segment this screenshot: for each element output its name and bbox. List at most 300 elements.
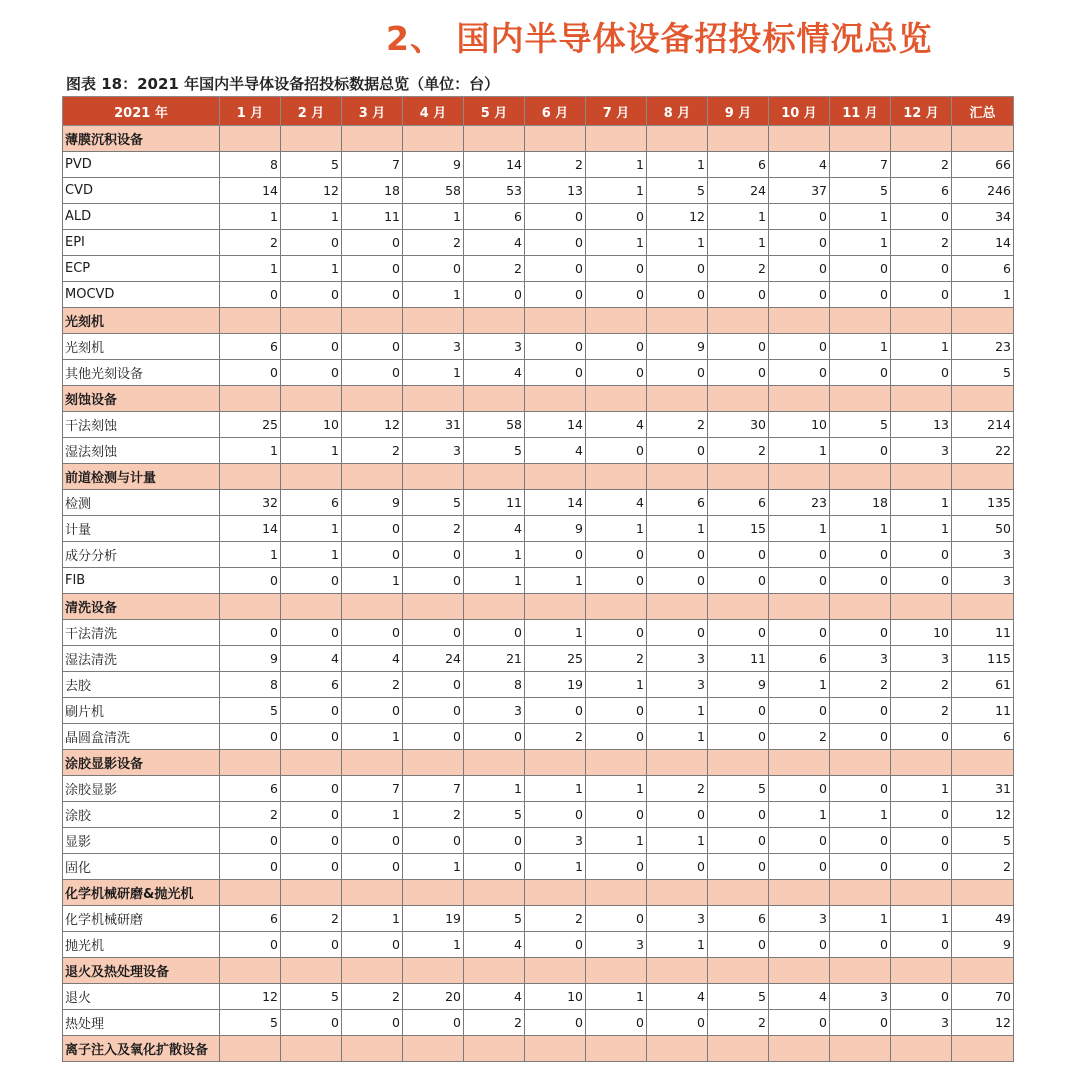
value-cell: 0: [647, 854, 708, 880]
empty-cell: [586, 126, 647, 152]
value-cell: 0: [708, 542, 769, 568]
value-cell: 2: [708, 1010, 769, 1036]
total-cell: 31: [952, 776, 1014, 802]
empty-cell: [830, 958, 891, 984]
value-cell: 0: [220, 724, 281, 750]
value-cell: 0: [525, 802, 586, 828]
total-cell: 2: [952, 854, 1014, 880]
value-cell: 58: [403, 178, 464, 204]
value-cell: 1: [586, 230, 647, 256]
column-header: 2021 年: [63, 97, 220, 126]
category-label: 刻蚀设备: [63, 386, 220, 412]
value-cell: 5: [281, 984, 342, 1010]
value-cell: 2: [891, 698, 952, 724]
value-cell: 8: [220, 672, 281, 698]
value-cell: 1: [647, 932, 708, 958]
value-cell: 0: [647, 438, 708, 464]
value-cell: 5: [464, 802, 525, 828]
value-cell: 21: [464, 646, 525, 672]
row-label: 化学机械研磨: [63, 906, 220, 932]
value-cell: 1: [525, 776, 586, 802]
value-cell: 0: [769, 360, 830, 386]
value-cell: 1: [891, 906, 952, 932]
category-label: 前道检测与计量: [63, 464, 220, 490]
value-cell: 0: [281, 854, 342, 880]
value-cell: 0: [281, 724, 342, 750]
value-cell: 0: [769, 828, 830, 854]
empty-cell: [464, 958, 525, 984]
value-cell: 0: [464, 828, 525, 854]
empty-cell: [525, 880, 586, 906]
value-cell: 2: [891, 672, 952, 698]
value-cell: 53: [464, 178, 525, 204]
table-row: [63, 256, 1014, 282]
value-cell: 2: [647, 776, 708, 802]
total-cell: 61: [952, 672, 1014, 698]
value-cell: 13: [525, 178, 586, 204]
value-cell: 0: [403, 1010, 464, 1036]
value-cell: 0: [281, 1010, 342, 1036]
value-cell: 0: [891, 802, 952, 828]
empty-cell: [769, 386, 830, 412]
value-cell: 12: [342, 412, 403, 438]
value-cell: 0: [708, 828, 769, 854]
column-header: 10 月: [769, 97, 830, 126]
total-cell: 70: [952, 984, 1014, 1010]
total-cell: 246: [952, 178, 1014, 204]
empty-cell: [464, 594, 525, 620]
value-cell: 0: [586, 334, 647, 360]
value-cell: 0: [769, 698, 830, 724]
value-cell: 0: [342, 516, 403, 542]
value-cell: 0: [830, 256, 891, 282]
value-cell: 12: [220, 984, 281, 1010]
value-cell: 0: [342, 230, 403, 256]
empty-cell: [891, 308, 952, 334]
empty-cell: [525, 386, 586, 412]
column-header: 3 月: [342, 97, 403, 126]
value-cell: 0: [891, 542, 952, 568]
table-row: [63, 906, 1014, 932]
total-cell: 115: [952, 646, 1014, 672]
value-cell: 0: [830, 932, 891, 958]
value-cell: 0: [891, 724, 952, 750]
empty-cell: [342, 958, 403, 984]
value-cell: 9: [403, 152, 464, 178]
category-row: [63, 464, 1014, 490]
value-cell: 4: [464, 932, 525, 958]
row-label: 抛光机: [63, 932, 220, 958]
table-row: [63, 1010, 1014, 1036]
column-header: 7 月: [586, 97, 647, 126]
table-row: [63, 620, 1014, 646]
empty-cell: [403, 958, 464, 984]
value-cell: 0: [769, 776, 830, 802]
value-cell: 19: [403, 906, 464, 932]
category-row: [63, 958, 1014, 984]
value-cell: 0: [342, 828, 403, 854]
value-cell: 14: [220, 178, 281, 204]
value-cell: 12: [647, 204, 708, 230]
row-label: 干法清洗: [63, 620, 220, 646]
value-cell: 6: [220, 906, 281, 932]
value-cell: 1: [403, 360, 464, 386]
empty-cell: [220, 386, 281, 412]
value-cell: 9: [708, 672, 769, 698]
value-cell: 5: [281, 152, 342, 178]
value-cell: 1: [708, 230, 769, 256]
value-cell: 5: [220, 1010, 281, 1036]
value-cell: 1: [891, 776, 952, 802]
value-cell: 0: [769, 568, 830, 594]
value-cell: 2: [830, 672, 891, 698]
value-cell: 0: [586, 360, 647, 386]
value-cell: 19: [525, 672, 586, 698]
value-cell: 0: [403, 672, 464, 698]
value-cell: 0: [708, 334, 769, 360]
value-cell: 1: [220, 204, 281, 230]
empty-cell: [403, 750, 464, 776]
value-cell: 2: [403, 516, 464, 542]
value-cell: 18: [342, 178, 403, 204]
value-cell: 0: [403, 698, 464, 724]
category-row: [63, 126, 1014, 152]
row-label: 湿法刻蚀: [63, 438, 220, 464]
value-cell: 10: [891, 620, 952, 646]
value-cell: 1: [525, 854, 586, 880]
total-cell: 214: [952, 412, 1014, 438]
value-cell: 5: [708, 984, 769, 1010]
table-caption: 图表 18：2021 年国内半导体设备招投标数据总览（单位：台）: [66, 75, 500, 93]
value-cell: 0: [647, 568, 708, 594]
value-cell: 6: [708, 906, 769, 932]
value-cell: 0: [403, 828, 464, 854]
value-cell: 1: [891, 334, 952, 360]
empty-cell: [464, 308, 525, 334]
empty-cell: [647, 750, 708, 776]
value-cell: 18: [830, 490, 891, 516]
value-cell: 6: [464, 204, 525, 230]
empty-cell: [769, 464, 830, 490]
value-cell: 23: [769, 490, 830, 516]
row-label: 涂胶: [63, 802, 220, 828]
value-cell: 1: [403, 282, 464, 308]
value-cell: 0: [647, 256, 708, 282]
category-row: [63, 308, 1014, 334]
value-cell: 0: [891, 360, 952, 386]
value-cell: 0: [281, 360, 342, 386]
total-cell: 12: [952, 1010, 1014, 1036]
value-cell: 4: [464, 360, 525, 386]
value-cell: 0: [647, 802, 708, 828]
value-cell: 0: [586, 854, 647, 880]
value-cell: 6: [220, 776, 281, 802]
total-cell: 34: [952, 204, 1014, 230]
total-cell: 23: [952, 334, 1014, 360]
empty-cell: [342, 1036, 403, 1062]
empty-cell: [586, 386, 647, 412]
value-cell: 0: [830, 724, 891, 750]
empty-cell: [830, 464, 891, 490]
value-cell: 2: [342, 672, 403, 698]
total-cell: 6: [952, 724, 1014, 750]
row-label: 去胶: [63, 672, 220, 698]
total-cell: 5: [952, 360, 1014, 386]
empty-cell: [220, 1036, 281, 1062]
table-row: [63, 672, 1014, 698]
value-cell: 4: [525, 438, 586, 464]
value-cell: 0: [830, 282, 891, 308]
empty-cell: [830, 126, 891, 152]
empty-cell: [342, 750, 403, 776]
value-cell: 0: [220, 828, 281, 854]
empty-cell: [281, 880, 342, 906]
empty-cell: [281, 464, 342, 490]
empty-cell: [342, 880, 403, 906]
empty-cell: [769, 750, 830, 776]
value-cell: 0: [769, 620, 830, 646]
empty-cell: [891, 1036, 952, 1062]
empty-cell: [769, 958, 830, 984]
value-cell: 1: [830, 906, 891, 932]
value-cell: 6: [708, 152, 769, 178]
value-cell: 1: [647, 698, 708, 724]
total-cell: 11: [952, 698, 1014, 724]
value-cell: 5: [403, 490, 464, 516]
empty-cell: [586, 958, 647, 984]
row-label: 计量: [63, 516, 220, 542]
value-cell: 1: [586, 178, 647, 204]
category-label: 清洗设备: [63, 594, 220, 620]
value-cell: 0: [586, 906, 647, 932]
value-cell: 2: [464, 1010, 525, 1036]
row-label: 检测: [63, 490, 220, 516]
value-cell: 0: [525, 542, 586, 568]
value-cell: 0: [830, 542, 891, 568]
empty-cell: [525, 464, 586, 490]
value-cell: 0: [891, 204, 952, 230]
value-cell: 0: [830, 620, 891, 646]
category-label: 涂胶显影设备: [63, 750, 220, 776]
value-cell: 1: [830, 334, 891, 360]
value-cell: 0: [525, 1010, 586, 1036]
empty-cell: [708, 958, 769, 984]
row-label: 晶圆盒清洗: [63, 724, 220, 750]
empty-cell: [708, 1036, 769, 1062]
empty-cell: [769, 308, 830, 334]
value-cell: 0: [403, 256, 464, 282]
table-row: [63, 230, 1014, 256]
value-cell: 0: [891, 932, 952, 958]
table-row: [63, 984, 1014, 1010]
value-cell: 31: [403, 412, 464, 438]
empty-cell: [281, 126, 342, 152]
row-label: MOCVD: [63, 282, 220, 308]
value-cell: 7: [830, 152, 891, 178]
empty-cell: [220, 958, 281, 984]
empty-cell: [281, 958, 342, 984]
total-cell: 11: [952, 620, 1014, 646]
value-cell: 25: [220, 412, 281, 438]
value-cell: 0: [708, 698, 769, 724]
category-label: 薄膜沉积设备: [63, 126, 220, 152]
total-cell: 3: [952, 542, 1014, 568]
value-cell: 0: [830, 776, 891, 802]
column-header: 1 月: [220, 97, 281, 126]
value-cell: 1: [586, 828, 647, 854]
value-cell: 4: [586, 412, 647, 438]
empty-cell: [586, 750, 647, 776]
value-cell: 2: [891, 152, 952, 178]
value-cell: 0: [342, 932, 403, 958]
value-cell: 5: [220, 698, 281, 724]
value-cell: 2: [403, 802, 464, 828]
row-label: ECP: [63, 256, 220, 282]
value-cell: 1: [769, 672, 830, 698]
value-cell: 1: [769, 516, 830, 542]
value-cell: 0: [769, 932, 830, 958]
value-cell: 32: [220, 490, 281, 516]
value-cell: 1: [647, 152, 708, 178]
value-cell: 1: [464, 542, 525, 568]
value-cell: 0: [891, 854, 952, 880]
empty-cell: [403, 308, 464, 334]
empty-cell: [830, 880, 891, 906]
value-cell: 2: [525, 906, 586, 932]
table-row: [63, 152, 1014, 178]
value-cell: 10: [769, 412, 830, 438]
total-cell: 135: [952, 490, 1014, 516]
value-cell: 1: [769, 438, 830, 464]
value-cell: 58: [464, 412, 525, 438]
table-header-row: [63, 97, 1014, 126]
value-cell: 2: [708, 256, 769, 282]
empty-cell: [952, 750, 1014, 776]
value-cell: 2: [342, 984, 403, 1010]
value-cell: 0: [220, 360, 281, 386]
value-cell: 11: [342, 204, 403, 230]
empty-cell: [647, 1036, 708, 1062]
value-cell: 1: [830, 802, 891, 828]
total-cell: 14: [952, 230, 1014, 256]
value-cell: 5: [830, 412, 891, 438]
total-cell: 5: [952, 828, 1014, 854]
value-cell: 0: [647, 282, 708, 308]
empty-cell: [891, 880, 952, 906]
value-cell: 0: [281, 698, 342, 724]
row-label: FIB: [63, 568, 220, 594]
value-cell: 0: [586, 282, 647, 308]
value-cell: 0: [342, 854, 403, 880]
value-cell: 0: [586, 620, 647, 646]
column-header: 6 月: [525, 97, 586, 126]
value-cell: 9: [220, 646, 281, 672]
value-cell: 20: [403, 984, 464, 1010]
value-cell: 4: [647, 984, 708, 1010]
value-cell: 0: [830, 568, 891, 594]
empty-cell: [342, 386, 403, 412]
value-cell: 1: [220, 438, 281, 464]
table-row: [63, 932, 1014, 958]
value-cell: 0: [464, 620, 525, 646]
value-cell: 1: [525, 620, 586, 646]
column-header: 8 月: [647, 97, 708, 126]
value-cell: 2: [525, 152, 586, 178]
value-cell: 0: [769, 256, 830, 282]
value-cell: 1: [647, 230, 708, 256]
table-row: [63, 334, 1014, 360]
empty-cell: [403, 386, 464, 412]
value-cell: 2: [769, 724, 830, 750]
value-cell: 0: [342, 256, 403, 282]
table-row: [63, 646, 1014, 672]
empty-cell: [647, 126, 708, 152]
empty-cell: [830, 308, 891, 334]
table-row: [63, 412, 1014, 438]
value-cell: 0: [342, 542, 403, 568]
value-cell: 0: [403, 724, 464, 750]
value-cell: 7: [403, 776, 464, 802]
value-cell: 6: [769, 646, 830, 672]
value-cell: 0: [525, 698, 586, 724]
row-label: 固化: [63, 854, 220, 880]
value-cell: 0: [586, 698, 647, 724]
empty-cell: [647, 594, 708, 620]
value-cell: 0: [647, 620, 708, 646]
empty-cell: [952, 464, 1014, 490]
total-cell: 66: [952, 152, 1014, 178]
total-cell: 9: [952, 932, 1014, 958]
value-cell: 0: [647, 1010, 708, 1036]
empty-cell: [952, 126, 1014, 152]
value-cell: 5: [647, 178, 708, 204]
value-cell: 0: [281, 802, 342, 828]
empty-cell: [769, 880, 830, 906]
empty-cell: [830, 1036, 891, 1062]
value-cell: 37: [769, 178, 830, 204]
value-cell: 9: [525, 516, 586, 542]
value-cell: 6: [647, 490, 708, 516]
table-row: [63, 360, 1014, 386]
value-cell: 1: [342, 802, 403, 828]
value-cell: 1: [281, 204, 342, 230]
empty-cell: [586, 308, 647, 334]
row-label: ALD: [63, 204, 220, 230]
empty-cell: [708, 750, 769, 776]
value-cell: 6: [891, 178, 952, 204]
empty-cell: [220, 308, 281, 334]
value-cell: 3: [586, 932, 647, 958]
total-cell: 12: [952, 802, 1014, 828]
table-row: [63, 438, 1014, 464]
row-label: 涂胶显影: [63, 776, 220, 802]
total-cell: 22: [952, 438, 1014, 464]
row-label: 刷片机: [63, 698, 220, 724]
row-label: 热处理: [63, 1010, 220, 1036]
empty-cell: [525, 126, 586, 152]
value-cell: 1: [891, 516, 952, 542]
empty-cell: [342, 126, 403, 152]
empty-cell: [342, 594, 403, 620]
value-cell: 3: [647, 672, 708, 698]
value-cell: 0: [403, 542, 464, 568]
value-cell: 1: [586, 152, 647, 178]
value-cell: 1: [769, 802, 830, 828]
value-cell: 0: [708, 802, 769, 828]
empty-cell: [708, 880, 769, 906]
value-cell: 0: [525, 932, 586, 958]
empty-cell: [342, 464, 403, 490]
